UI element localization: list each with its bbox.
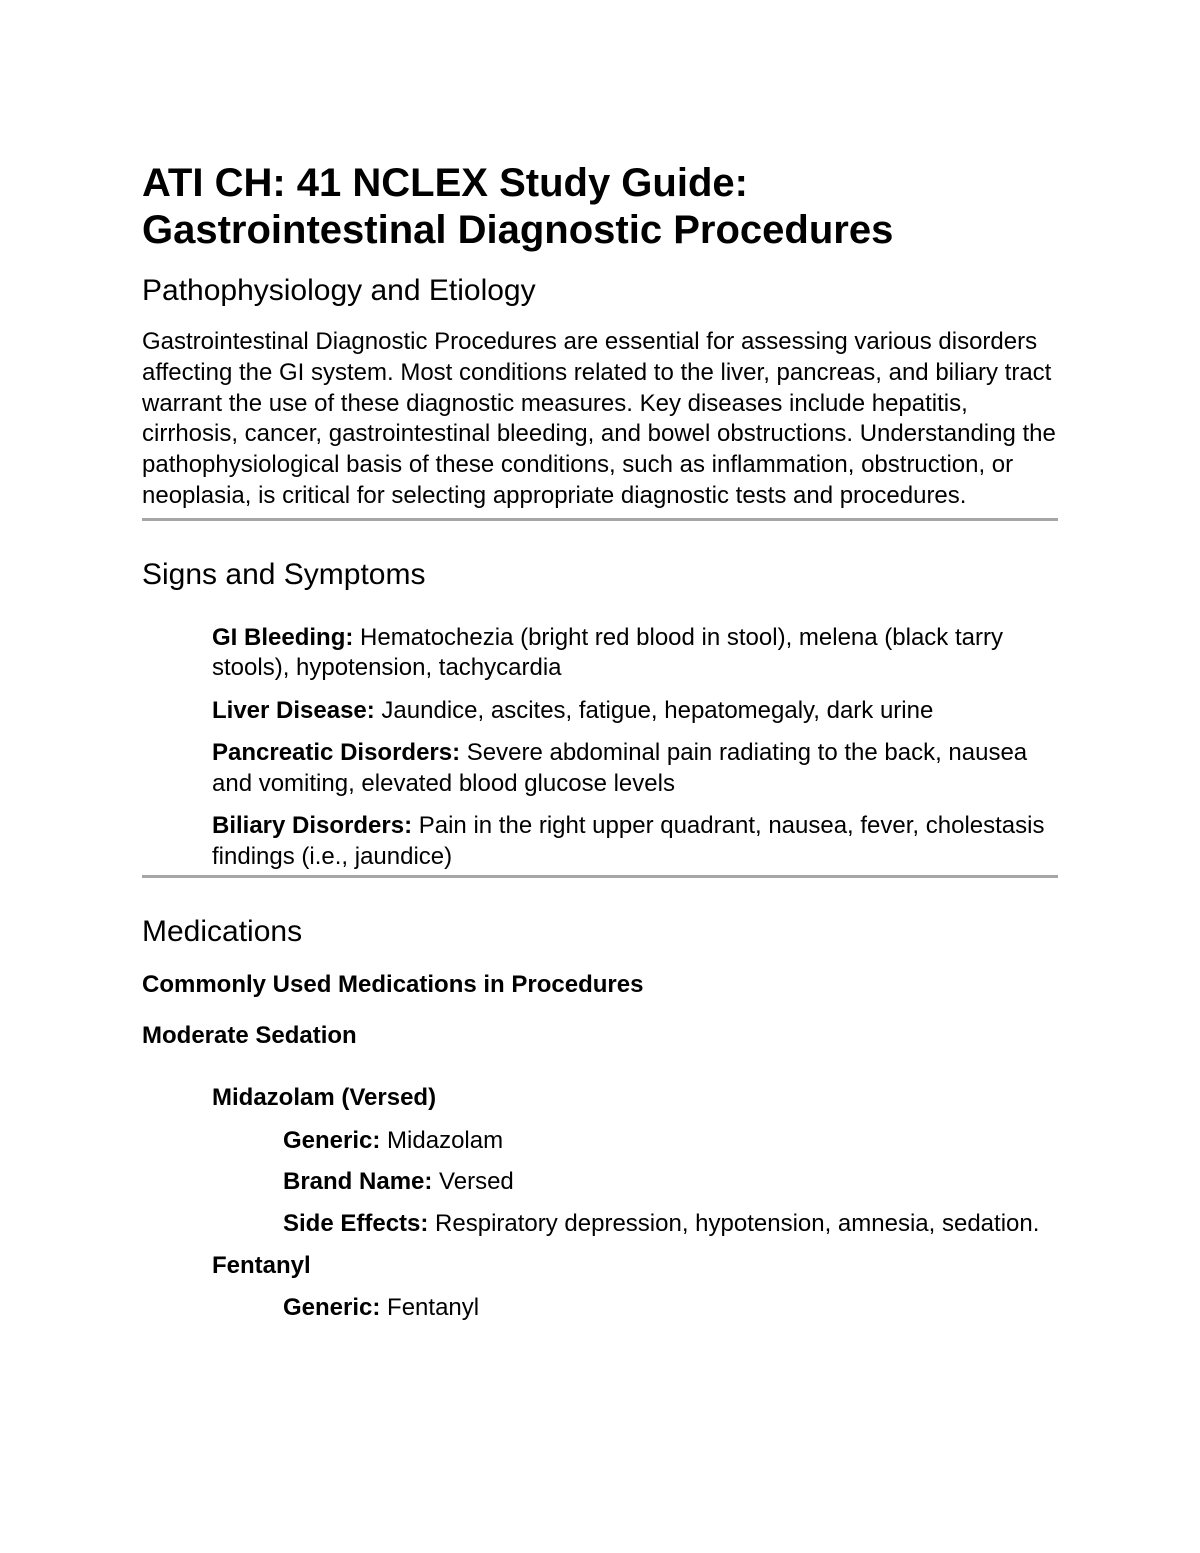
symptom-label: Pancreatic Disorders: bbox=[212, 739, 461, 767]
medications-subheading: Commonly Used Medications in Procedures bbox=[142, 971, 644, 999]
field-value: Fentanyl bbox=[380, 1293, 480, 1321]
symptom-label: GI Bleeding: bbox=[212, 623, 354, 651]
drug-midazolam-name: Midazolam (Versed) bbox=[212, 1083, 437, 1111]
symptom-label: Biliary Disorders: bbox=[212, 812, 413, 840]
patho-heading: Pathophysiology and Etiology bbox=[142, 274, 536, 307]
drug-side-effects bbox=[283, 1209, 1058, 1240]
patho-body: Gastrointestinal Diagnostic Procedures are essential for assessing various disorders affecting the GI system. Most conditions related to the liver, pancreas, and biliary tract warrant the use of these diagnostic measures. Key diseases include hepatitis, cirrhosis, cancer, gastrointestinal bleeding, and bowel obstructions. Understanding the pathophysiological basis of these conditions, such as inflammation, obstruction, or neoplasia, is critical for selecting appropriate diagnostic tests and procedures. bbox=[142, 328, 1056, 509]
signs-heading: Signs and Symptoms bbox=[142, 557, 426, 591]
drug-midazolam-details bbox=[283, 1126, 1058, 1240]
drug-brand bbox=[283, 1167, 1058, 1198]
field-value: Midazolam bbox=[380, 1126, 504, 1154]
field-label: Brand Name: bbox=[283, 1168, 433, 1196]
title-line-1: ATI CH: 41 NCLEX Study Guide: bbox=[142, 161, 748, 205]
drug-generic bbox=[283, 1126, 1058, 1157]
drug-generic bbox=[283, 1293, 1058, 1324]
symptom-text: Pain in the right upper quadrant, nausea, fever, cholestasis findings (i.e., jaundice) bbox=[212, 812, 1045, 870]
symptom-pancreatic bbox=[212, 738, 1058, 799]
document-title bbox=[142, 160, 1058, 254]
signs-list bbox=[212, 623, 1058, 873]
field-label: Generic: bbox=[283, 1126, 381, 1154]
symptom-biliary bbox=[212, 811, 1058, 872]
sedation-subheading: Moderate Sedation bbox=[142, 1022, 357, 1050]
field-label: Generic: bbox=[283, 1293, 381, 1321]
symptom-gi-bleeding bbox=[212, 623, 1058, 684]
medications-heading: Medications bbox=[142, 915, 303, 949]
symptom-liver-disease bbox=[212, 696, 1058, 727]
symptom-text: Jaundice, ascites, fatigue, hepatomegaly, dark urine bbox=[374, 696, 934, 724]
document-page bbox=[142, 160, 1058, 1324]
field-value: Respiratory depression, hypotension, amnesia, sedation. bbox=[428, 1210, 1040, 1238]
field-label: Side Effects: bbox=[283, 1210, 429, 1238]
drug-fentanyl-details bbox=[283, 1293, 1058, 1324]
symptom-text: Hematochezia (bright red blood in stool), melena (black tarry stools), hypotension, tachycardia bbox=[212, 623, 1003, 682]
drug-fentanyl-name: Fentanyl bbox=[212, 1252, 311, 1280]
symptom-label: Liver Disease: bbox=[212, 696, 375, 724]
title-line-2: Gastrointestinal Diagnostic Procedures bbox=[142, 208, 894, 252]
symptom-text: Severe abdominal pain radiating to the back, nausea and vomiting, elevated blood glucose levels bbox=[212, 739, 1028, 797]
field-value: Versed bbox=[432, 1168, 514, 1196]
